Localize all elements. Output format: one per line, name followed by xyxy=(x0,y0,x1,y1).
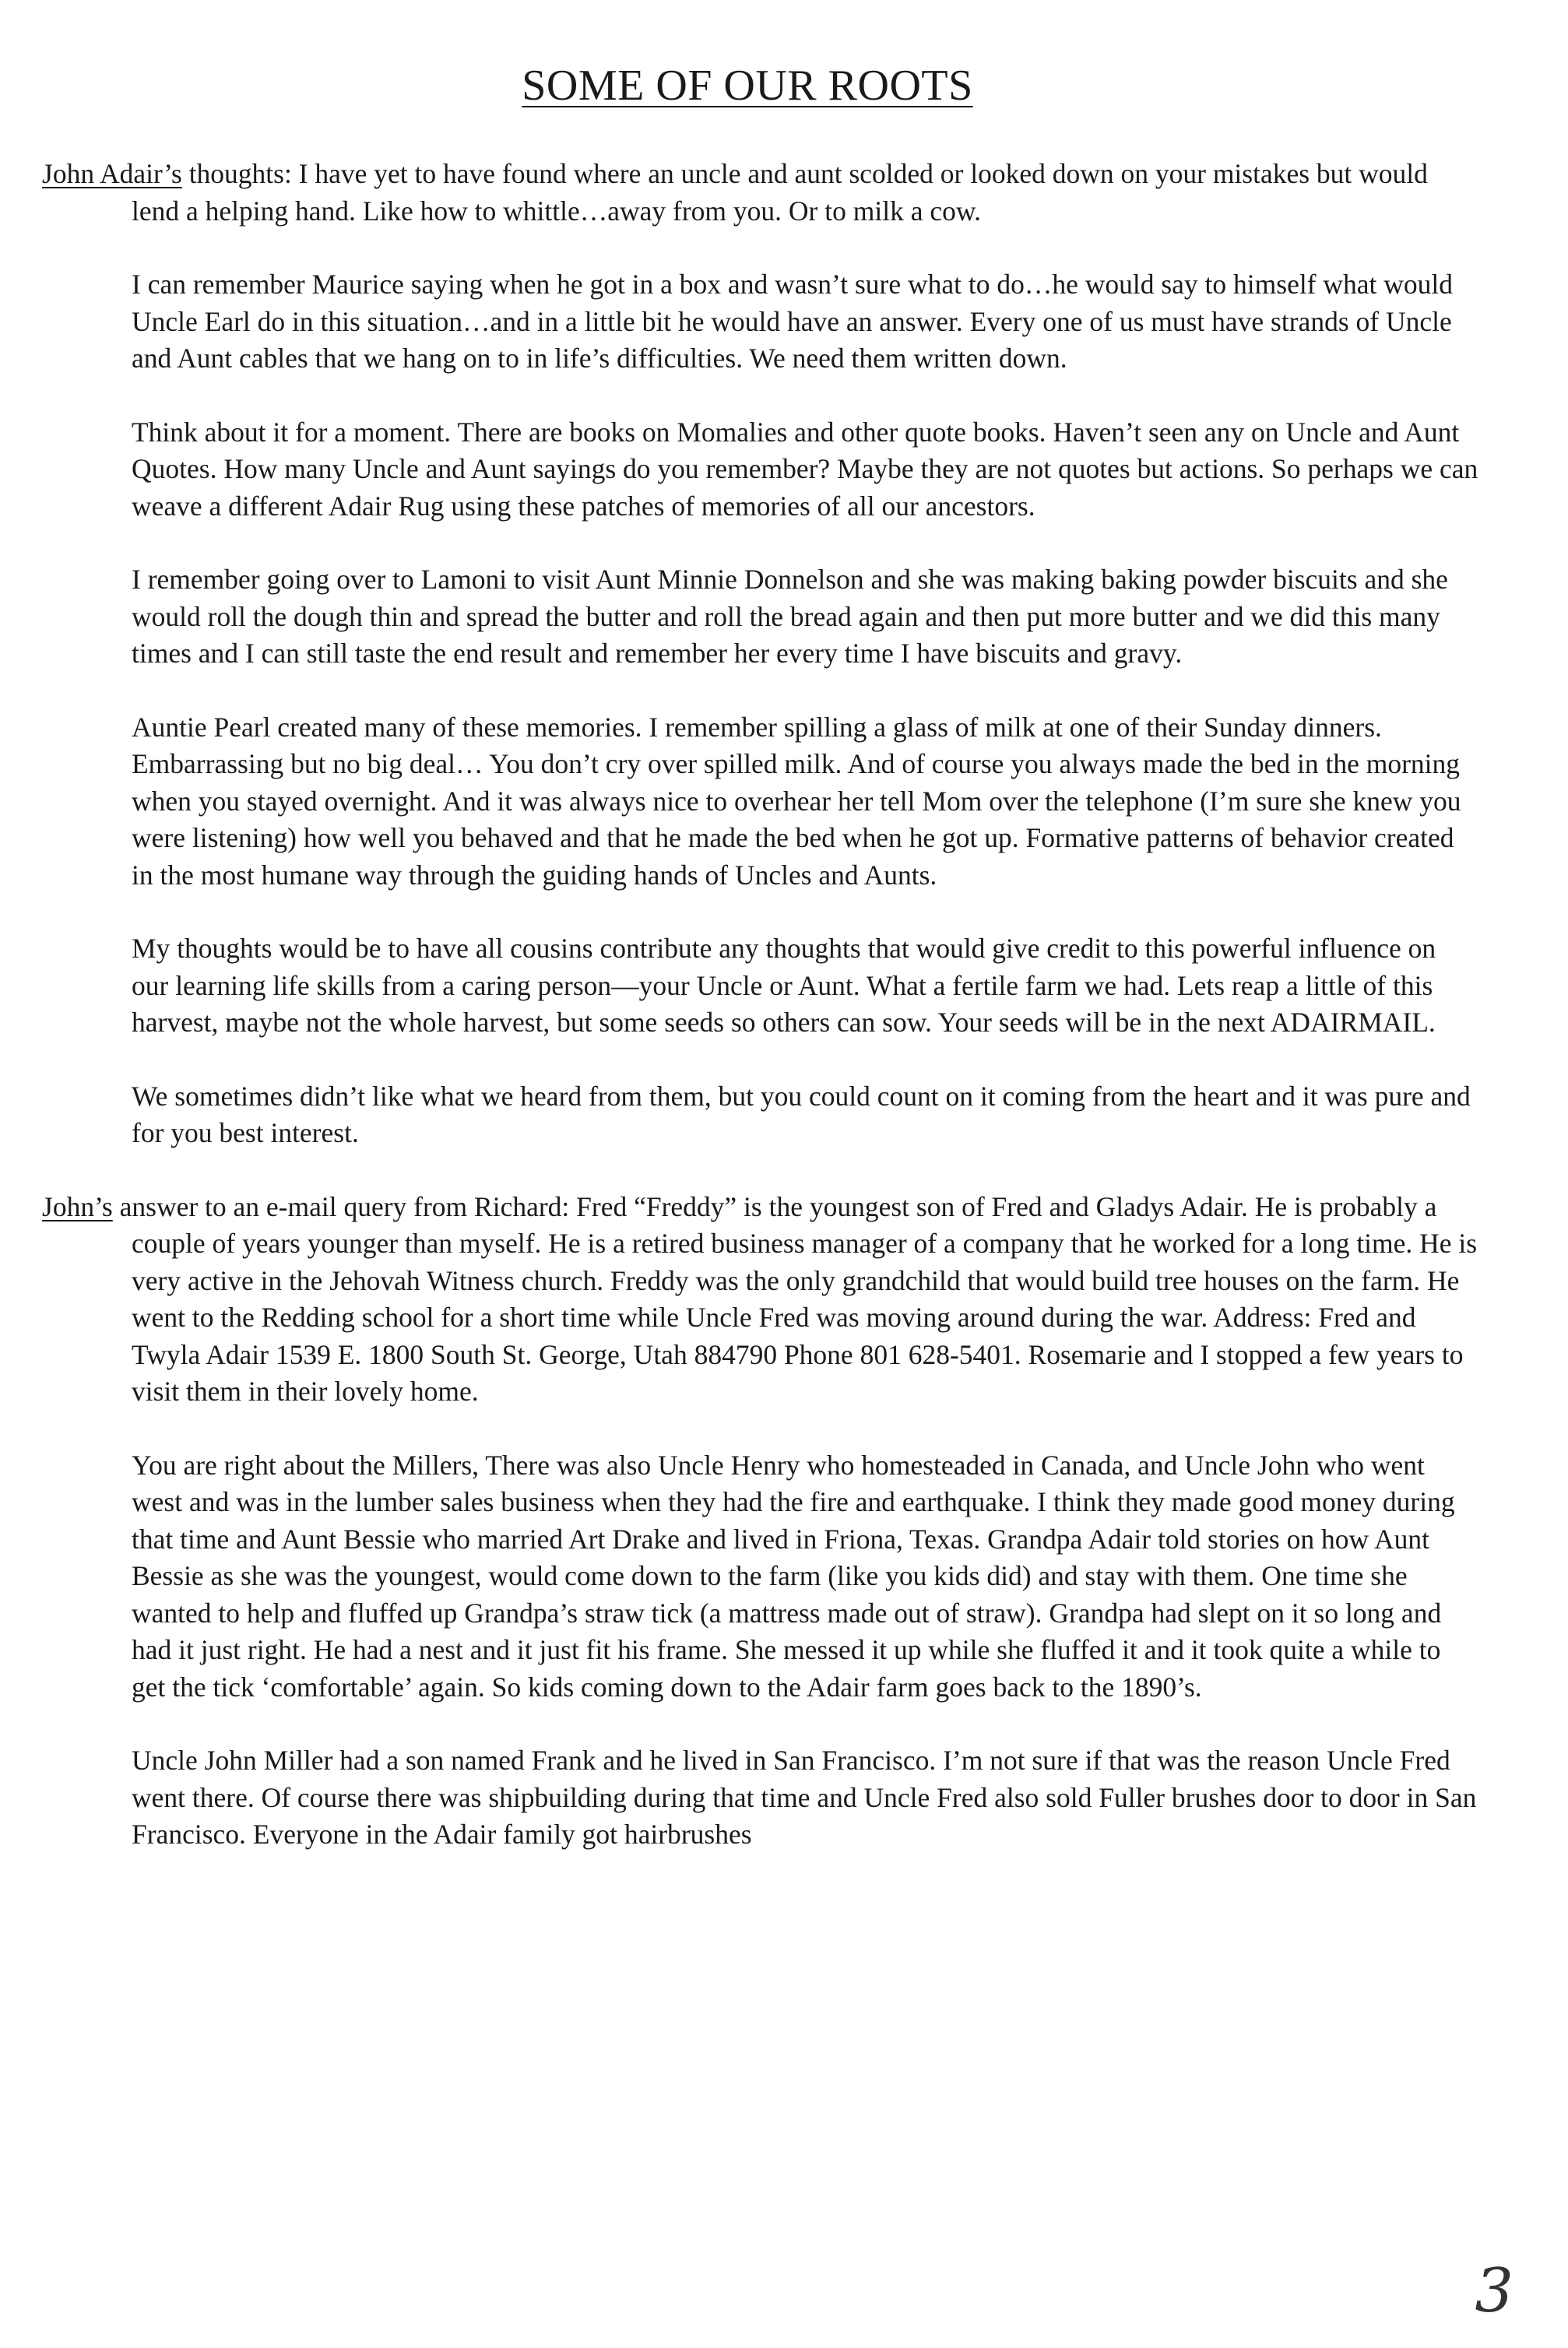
paragraph-think-about-it: Think about it for a moment. There are books on Momalies and other quote books. Haven’t seen any on Uncle and Aunt Quotes. How many Uncle and Aunt sayings do you remember? Maybe they are not quotes but actions. So perhaps we can weave a different Adair Rug using these patches of memories of all our ancestors. xyxy=(132,416,1478,522)
paragraph-my-thoughts: My thoughts would be to have all cousins contribute any thoughts that would give credit to this powerful influence on our learning life skills from a caring person—your Uncle or Aunt. What a fertile farm we had. Lets reap a little of this harvest, maybe not the whole harvest, but some seeds so others can sow. Your seeds will be in the next ADAIRMAIL. xyxy=(132,933,1436,1038)
paragraph-auntie-pearl: Auntie Pearl created many of these memories. I remember spilling a glass of milk at one of their Sunday dinners. Embarrassing but no big deal… You don’t cry over spilled milk. And of course you always made the bed in the morning when you stayed overnight. And it was always nice to overhear her tell Mom over the telephone (I’m sure she knew you were listening) how well you behaved and that he made the bed when he got up. Formative patterns of behavior created in the most humane way through the guiding hands of Uncles and Aunts. xyxy=(132,711,1461,891)
paragraph-text: thoughts: I have yet to have found where an uncle and aunt scolded or looked down on your mistakes but would lend a helping hand. Like how to whittle…away from you. Or to milk a cow. xyxy=(132,158,1428,227)
paragraph-text: answer to an e-mail query from Richard: Fred “Freddy” is the youngest son of Fred and Gladys Adair. He is probably a couple of years younger than myself. He is a retired business manager of a company that he worked for a long time. He is very active in the Jehovah Witness church. Freddy was the only grandchild that would build tree houses on the farm. He went to the Redding school for a short time while Uncle Fred was moving around during the war. Address: Fred and Twyla Adair 1539 E. 1800 South St. George, Utah 884790 Phone 801 628-5401. Rosemarie and I stopped a few years to visit them in their lovely home. xyxy=(112,1190,1478,1407)
paragraph-johns-answer xyxy=(42,1189,1478,1411)
paragraph-uncle-john-miller: Uncle John Miller had a son named Frank and he lived in San Francisco. I’m not sure if that was the reason Uncle Fred went there. Of course there was shipbuilding during that time and Uncle Fred also sold Fuller brushes door to door in San Francisco. Everyone in the Adair family got hairbrushes xyxy=(132,1745,1477,1850)
page-number: 3 xyxy=(1475,2256,1514,2326)
paragraph-maurice: I can remember Maurice saying when he got in a box and wasn’t sure what to do…he would say to himself what would Uncle Earl do in this situation…and in a little bit he would have an answer. Every one of us must have strands of Uncle and Aunt cables that we hang on to in life’s difficulties. We need them written down. xyxy=(132,269,1454,374)
paragraph-millers: You are right about the Millers, There was also Uncle Henry who homesteaded in Canada, and Uncle John who went west and was in the lumber sales business when they had the fire and earthquake. I think they made good money during that time and Aunt Bessie who married Art Drake and lived in Friona, Texas. Grandpa Adair told stories on how Aunt Bessie as she was the youngest, would come down to the farm (like you kids did) and stay with them. One time she wanted to help and fluffed up Grandpa’s straw tick (a mattress made out of straw). Grandpa had slept on it so long and had it just right. He had a nest and it just fit his frame. She messed it up while she fluffed it and it took quite a while to get the tick ‘comfortable’ again. So kids coming down to the Adair farm goes back to the 1890’s. xyxy=(132,1449,1455,1703)
paragraph-aunt-minnie: I remember going over to Lamoni to visit Aunt Minnie Donnelson and she was making baking powder biscuits and she would roll the dough thin and spread the butter and roll the bread again and then put more butter and we did this many times and I can still taste the end result and remember her every time I have biscuits and gravy. xyxy=(132,564,1448,669)
paragraph-lead-author: John Adair’s xyxy=(42,158,182,189)
paragraph-lead-author: John’s xyxy=(42,1190,113,1222)
paragraph-john-adair-thoughts xyxy=(42,156,1478,230)
paragraph-we-sometimes: We sometimes didn’t like what we heard from them, but you could count on it coming from the heart and it was pure and for you best interest. xyxy=(132,1080,1471,1148)
document-body xyxy=(42,156,1478,1890)
page-title xyxy=(0,61,1495,111)
page-title-text: SOME OF OUR ROOTS xyxy=(522,62,973,110)
